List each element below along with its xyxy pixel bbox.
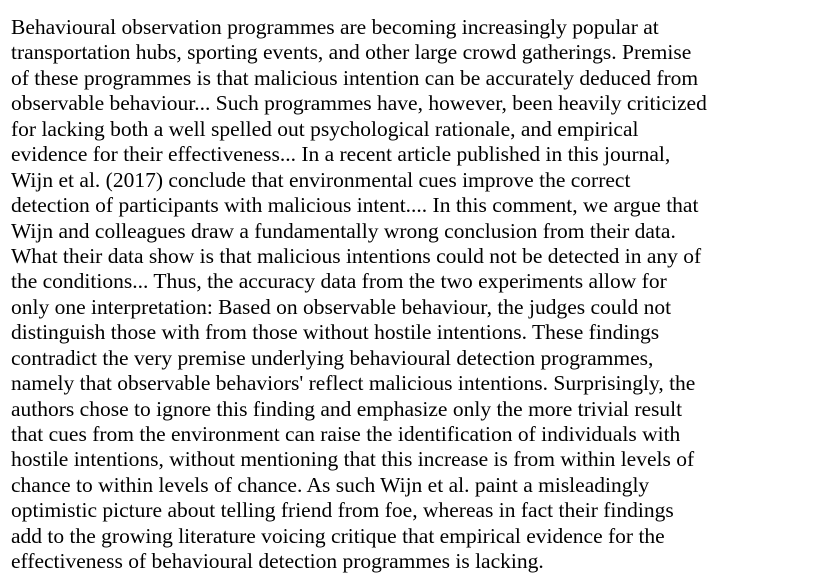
text-line: of these programmes is that malicious intention can be accurately deduced from: [11, 65, 699, 90]
text-line: authors chose to ignore this finding and emphasize only the more trivial result: [11, 396, 683, 421]
text-line: What their data show is that malicious intentions could not be detected in any of: [11, 243, 702, 268]
text-line: chance to within levels of chance. As such Wijn et al. paint a misleadingly: [11, 472, 650, 497]
text-line: for lacking both a well spelled out psychological rationale, and empirical: [11, 116, 639, 141]
text-line: optimistic picture about telling friend from foe, whereas in fact their findings: [11, 498, 674, 523]
abstract-paragraph: [11, 15, 815, 575]
text-line: that cues from the environment can raise the identification of individuals with: [11, 422, 681, 446]
text-line: distinguish those with from those without hostile intentions. These findings: [11, 320, 660, 345]
text-line: Wijn et al. (2017) conclude that environmental cues improve the correct: [11, 167, 631, 192]
text-line: namely that observable behaviors' reflect malicious intentions. Surprisingly, the: [11, 371, 696, 396]
text-line: detection of participants with malicious intent.... In this comment, we argue that: [11, 193, 699, 218]
text-line: add to the growing literature voicing critique that empirical evidence for the: [11, 523, 665, 548]
text-line: the conditions... Thus, the accuracy data from the two experiments allow for: [11, 269, 667, 294]
text-line: Wijn and colleagues draw a fundamentally wrong conclusion from their data.: [11, 218, 676, 243]
text-line: hostile intentions, without mentioning that this increase is from within levels of: [11, 447, 695, 472]
text-line: Behavioural observation programmes are becoming increasingly popular at: [11, 15, 659, 39]
text-line: effectiveness of behavioural detection programmes is lacking.: [11, 549, 544, 574]
text-line: transportation hubs, sporting events, and other large crowd gatherings. Premise: [11, 40, 692, 65]
text-line: contradict the very premise underlying behavioural detection programmes,: [11, 345, 654, 370]
text-line: observable behaviour... Such programmes have, however, been heavily criticized: [11, 91, 707, 116]
text-line: only one interpretation: Based on observable behaviour, the judges could not: [11, 294, 672, 319]
text-line: evidence for their effectiveness... In a recent article published in this journal,: [11, 142, 671, 167]
